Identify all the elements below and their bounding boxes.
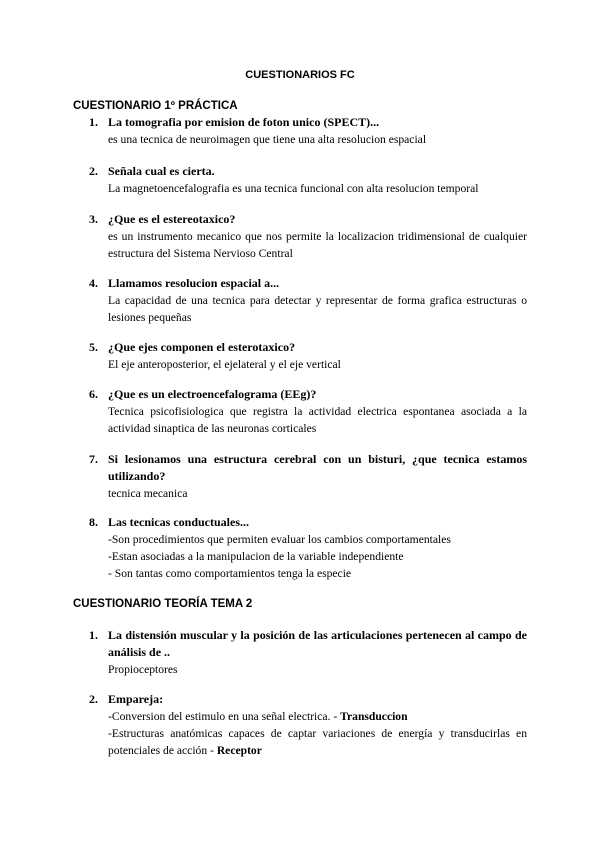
answer-text: Propioceptores [108,663,178,676]
answer-text: La magnetoencefalografia es una tecnica funcional con alta resolucion temporal [108,182,479,195]
question-item [89,163,527,197]
question-text: La tomografia por emision de foton unico (SPECT)... [108,115,380,129]
pair-answer: Transduccion [340,710,408,723]
question-text: Señala cual es cierta. [108,164,215,178]
pair-text: -Conversion del estimulo en una señal electrica. - [108,710,341,723]
answer-line: -Son procedimientos que permiten evaluar los cambios comportamentales [108,533,451,546]
question-number: 3. [89,212,98,226]
pair-answer: Receptor [216,744,262,757]
pair-text: -Estructuras anatómicas capaces de captar variaciones de energía y transducirlas en potenciales de acción - [108,727,527,757]
document-title: CUESTIONARIOS FC [245,69,355,81]
question-item [89,114,527,148]
question-text: La distensión muscular y la posición de las articulaciones pertenecen al campo de análisis de .. [108,628,527,659]
question-text: Llamamos resolucion espacial a... [108,276,280,290]
answer-text: es un instrumento mecanico que nos permite la localizacion tridimensional de cualquier estructura del Sistema Nervioso Central [108,230,527,260]
section-title-teoria: CUESTIONARIO TEORÍA TEMA 2 [73,598,253,610]
question-number: 7. [89,452,98,466]
question-number: 8. [89,515,98,529]
answer-text: El eje anteroposterior, el ejelateral y el eje vertical [108,358,341,371]
question-item [89,691,527,759]
section-title-practica: CUESTIONARIO 1º PRÁCTICA [73,100,238,112]
answer-text: es una tecnica de neuroimagen que tiene una alta resolucion espacial [108,133,427,146]
question-text: ¿Que es un electroencefalograma (EEg)? [108,387,317,401]
question-text: Empareja: [108,692,164,706]
answer-pair [108,708,527,725]
answer-line: -Estan asociadas a la manipulacion de la variable independiente [108,550,404,563]
question-text: ¿Que ejes componen el esterotaxico? [108,340,296,354]
question-number: 2. [89,692,98,706]
question-item [89,514,527,582]
question-number: 1. [89,628,98,642]
answer-text: Tecnica psicofisiologica que registra la actividad electrica espontanea asociada a la actividad sinaptica de las neuronas corticales [108,405,527,435]
question-number: 1. [89,115,98,129]
question-item [89,386,527,437]
question-number: 6. [89,387,98,401]
question-item [89,275,527,326]
question-item [89,451,527,502]
question-item [89,339,527,373]
question-item [89,211,527,262]
question-text: Si lesionamos una estructura cerebral con un bisturi, ¿que tecnica estamos utilizando? [108,452,527,483]
question-number: 2. [89,164,98,178]
answer-pair [108,725,527,759]
question-number: 4. [89,276,98,290]
answer-text: La capacidad de una tecnica para detectar y representar de forma grafica estructuras o lesiones pequeñas [108,294,527,324]
question-text: Las tecnicas conductuales... [108,515,249,529]
question-number: 5. [89,340,98,354]
question-item [89,627,527,678]
answer-line: - Son tantas como comportamientos tenga la especie [108,567,352,580]
question-text: ¿Que es el estereotaxico? [108,212,236,226]
answer-text: tecnica mecanica [108,487,188,500]
